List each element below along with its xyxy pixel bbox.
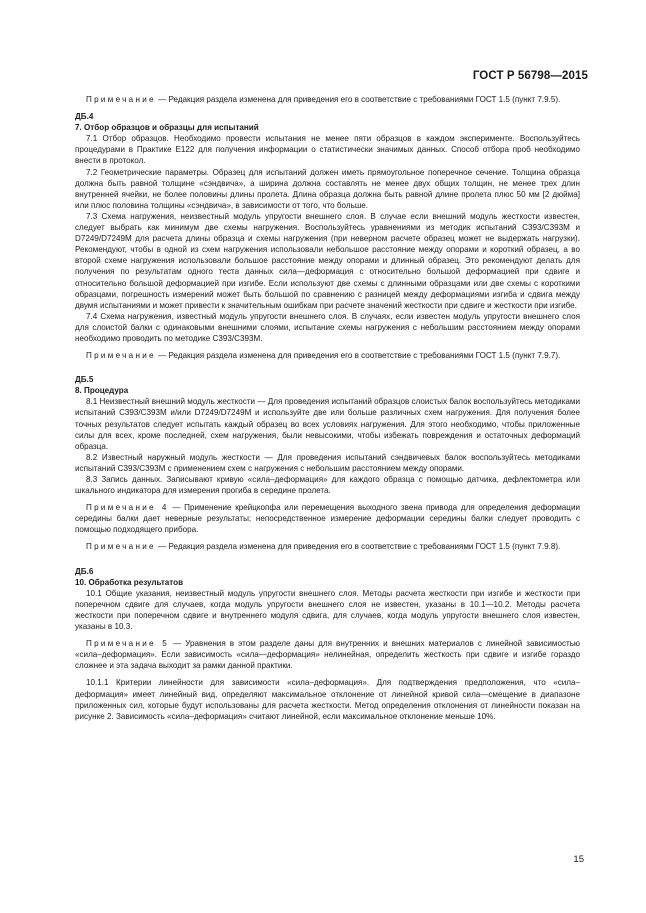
note-label: Примечание <box>86 542 156 552</box>
paragraph-7-1: 7.1 Отбор образцов. Необходимо провести испытания не менее пяти образцов в каждом эксперименте. Воспользуйтесь процедурами в Практике E122 для получения информации о статистически значимых данных. Способ отбора проб необходимо внести в протокол. <box>75 134 580 166</box>
note-text: — Редакция раздела изменена для приведения его в соответствие с требованиями ГОСТ 1.5 (пункт 7.9.8). <box>155 542 561 552</box>
paragraph-8-3: 8.3 Запись данных. Записывают кривую «сила–деформация» для каждого образца с помощью датчика, дефлектометра или шкального индикатора для измерения прогиба в середине пролета. <box>75 475 580 496</box>
note-label: Примечание <box>86 351 156 361</box>
note-text: — Применение крейцкопфа или перемещения выходного звена привода для определения деформации середины балки дает неверные результаты; непосредственное измерение деформации середины балки следует проводить с помощью подходящего прибора. <box>75 503 580 535</box>
section-title-db5: 8. Процедура <box>75 386 129 396</box>
paragraph-8-2: 8.2 Известный наружный модуль жесткости — Для проведения испытаний сэндвичевых балок воспользуйтесь методиками испытаний C393/C393M с применением схем с нагружения с небольшим расстоянием между опорами. <box>75 452 580 473</box>
paragraph-10-1-1: 10.1.1 Критерии линейности для зависимости «сила–деформация». Для подтверждения предположения, что «сила–деформация» имеет линейный вид, определяют максимальное отклонение от линейной кривой сила—смещение в диапазоне приложенных сил, которые будут использованы для расчета жесткости. Метод определения отклонения от линейности показан на рисунке 2. Зависимость «сила–деформация» считают линейной, если максимальное отклонение меньше 10%. <box>75 678 580 721</box>
paragraph-7-4: 7.4 Схема нагружения, известный модуль упругости внешнего слоя. В случаях, если известен модуль упругости внешнего слоя для слоистой балки с одинаковыми внешними слоями, испытание схемы нагружения с небольшим расстоянием между опорами необходимо проводить по методике C393/C393M. <box>75 311 580 343</box>
note-text: — Уравнения в этом разделе даны для внутренних и внешних материалов с линейной зависимостью «сила–деформация». Если зависимость «сила—деформация» нелинейная, определить жесткость при сдвиге и изгибе гораздо сложнее и эта задача выходит за рамки данной практики. <box>75 639 580 671</box>
paragraph-7-2: 7.2 Геометрические параметры. Образец для испытаний должен иметь прямоугольное поперечное сечение. Толщина образца должна быть равной толщине «сэндвича», а ширина должна составлять не менее двух общих толщин, не менее трех длин внутренней ячейки, не более половины длины пролета. Длина образца должна быть равной длине пролета плюс 50 мм [2 дюйма] или плюс половина толщины «сэндвича», в зависимости от того, что больше. <box>75 167 580 210</box>
note-label: Примечание <box>86 95 156 104</box>
paragraph-8-1: 8.1 Неизвестный внешний модуль жесткости — Для проведения испытаний образцов слоистых балок воспользуйтесь методиками испытаний C393/C393M и/или D7249/D7249M и используйте две или больше различных схем нагружения. Для получения более точных результатов следует испытать каждый образец во всех условиях нагружения. Для этого необходимо, чтобы приложенные силы для всех, кроме последней, схем нагружения, были невысокими, чтобы избежать повреждения и остаточных деформаций образца. <box>75 397 580 451</box>
section-code-db5: ДБ.5 <box>75 375 94 385</box>
note-edition-7-9-8 <box>75 541 580 552</box>
note-4-crosshead <box>75 502 580 535</box>
note-edition-7-9-7 <box>75 350 580 361</box>
section-code-db4: ДБ.4 <box>75 112 94 122</box>
note-text: — Редакция раздела изменена для приведения его в соответствие с требованиями ГОСТ 1.5 (пункт 7.9.5). <box>155 95 561 104</box>
document-body <box>75 94 580 722</box>
note-label: Примечание 4 <box>86 503 169 513</box>
note-edition-7-9-5 <box>75 94 580 105</box>
page-number: 15 <box>573 854 584 865</box>
section-title-db4: 7. Отбор образцов и образцы для испытаний <box>75 123 259 133</box>
note-label: Примечание 5 <box>86 639 170 649</box>
standard-id-header: ГОСТ Р 56798—2015 <box>472 70 588 82</box>
section-code-db6: ДБ.6 <box>75 566 94 576</box>
note-5-equations <box>75 638 580 671</box>
note-text: — Редакция раздела изменена для приведения его в соответствие с требованиями ГОСТ 1.5 (пункт 7.9.7). <box>155 351 561 361</box>
paragraph-7-3: 7.3 Схема нагружения, неизвестный модуль упругости внешнего слоя. В случае если внешний модуль жесткости известен, следует выбрать как минимум две схемы нагружения. Воспользуйтесь уравнениями из методик испытаний C393/C393M и D7249/D7249M для расчета длины образца и схемы нагружения (при неверном расчете образец может не выдержать нагрузки). Рекомендуют, чтобы в одной из схем нагружения использовали небольшое расстояние между опорами и короткий образец, а во второй схеме нагружения использовали большое расстояние между опорами и длинный образец. Это рекомендуют делать для получения по результатам одного теста данных сила—деформация с относительно большой деформацией при сдвиге и относительно большой деформацией при изгибе. Если используют две схемы с длинными образцами или две схемы с короткими образцами, погрешность измерений может быть большой по сравнению с разницей между деформациями изгиба и сдвига между двумя испытаниями и может привести к значительным ошибкам при расчете значений жесткости при сдвиге и жесткости при изгибе. <box>75 211 580 310</box>
section-title-db6: 10. Обработка результатов <box>75 577 184 587</box>
paragraph-10-1: 10.1 Общие указания, неизвестный модуль упругости внешнего слоя. Методы расчета жесткости при изгибе и жесткости при поперечном сдвиге для случаев, когда модуль упругости внешнего слоя не известен, указаны в 10.1—10.2. Методы расчета жесткости при поперечном сдвиге и внутреннего модуля сдвига, для случаев, когда модуль упругости внешнего слоя известен, указаны в 10.3. <box>75 588 580 632</box>
